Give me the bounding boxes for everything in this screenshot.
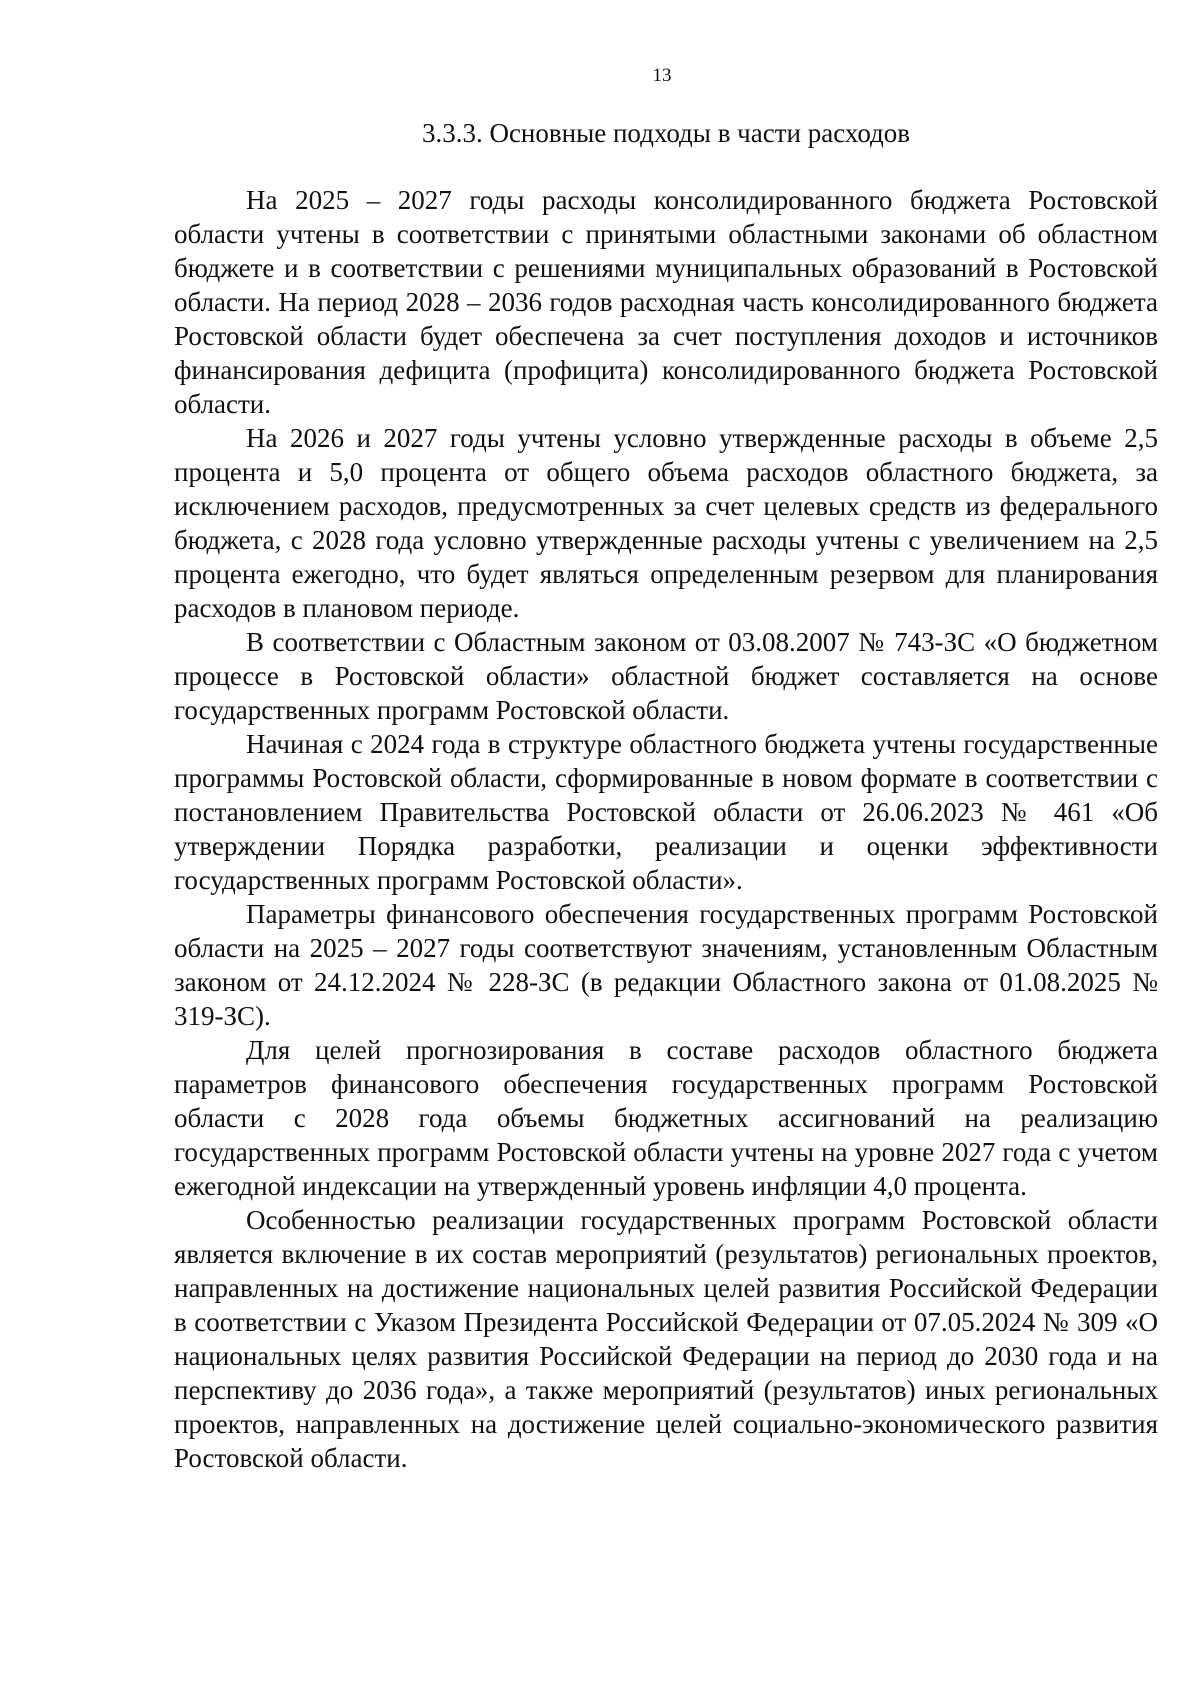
paragraph: Для целей прогнозирования в составе расходов областного бюджета параметров финансового обеспечения государственных программ Ростовской области с 2028 года объемы бюджетных ассигнований на реализацию государственных программ Ростовской области учтены на уровне 2027 года с учетом ежегодной индексации на утвержденный уровень инфляции 4,0 процента. [174,1035,1158,1201]
paragraph: Начиная с 2024 года в структуре областного бюджета учтены государственные программы Ростовской области, сформированные в новом формате в соответствии с постановлением Правительства Ростовской области от 26.06.2023 № 461 «Об утверждении Порядка разработки, реализации и оценки эффективности государственных программ Ростовской области». [174,729,1158,895]
section-heading: 3.3.3. Основные подходы в части расходов [421,118,911,148]
paragraph: Особенностью реализации государственных программ Ростовской области является включение в их состав мероприятий (результатов) региональных проектов, направленных на достижение национальных целей развития Российской Федерации в соответствии с Указом Президента Российской Федерации от 07.05.2024 № 309 «О национальных целях развития Российской Федерации на период до 2030 года и на перспективу до 2036 года», а также мероприятий (результатов) иных региональных проектов, направленных на достижение целей социально-экономического развития Ростовской области. [174,1205,1158,1473]
document-body [174,183,1158,1475]
paragraph: На 2026 и 2027 годы учтены условно утвержденные расходы в объеме 2,5 процента и 5,0 процента от общего объема расходов областного бюджета, за исключением расходов, предусмотренных за счет целевых средств из федерального бюджета, с 2028 года условно утвержденные расходы учтены с увеличением на 2,5 процента ежегодно, что будет являться определенным резервом для планирования расходов в плановом периоде. [174,423,1158,623]
paragraph: На 2025 – 2027 годы расходы консолидированного бюджета Ростовской области учтены в соответствии с принятыми областными законами об областном бюджете и в соответствии с решениями муниципальных образований в Ростовской области. На период 2028 – 2036 годов расходная часть консолидированного бюджета Ростовской области будет обеспечена за счет поступления доходов и источников финансирования дефицита (профицита) консолидированного бюджета Ростовской области. [174,185,1158,419]
page-number: 13 [652,65,672,86]
paragraph: В соответствии с Областным законом от 03.08.2007 № 743-ЗС «О бюджетном процессе в Ростовской области» областной бюджет составляется на основе государственных программ Ростовской области. [174,627,1158,725]
paragraph: Параметры финансового обеспечения государственных программ Ростовской области на 2025 – 2027 годы соответствуют значениям, установленным Областным законом от 24.12.2024 № 228-ЗС (в редакции Областного закона от 01.08.2025 № 319-ЗС). [174,899,1158,1031]
